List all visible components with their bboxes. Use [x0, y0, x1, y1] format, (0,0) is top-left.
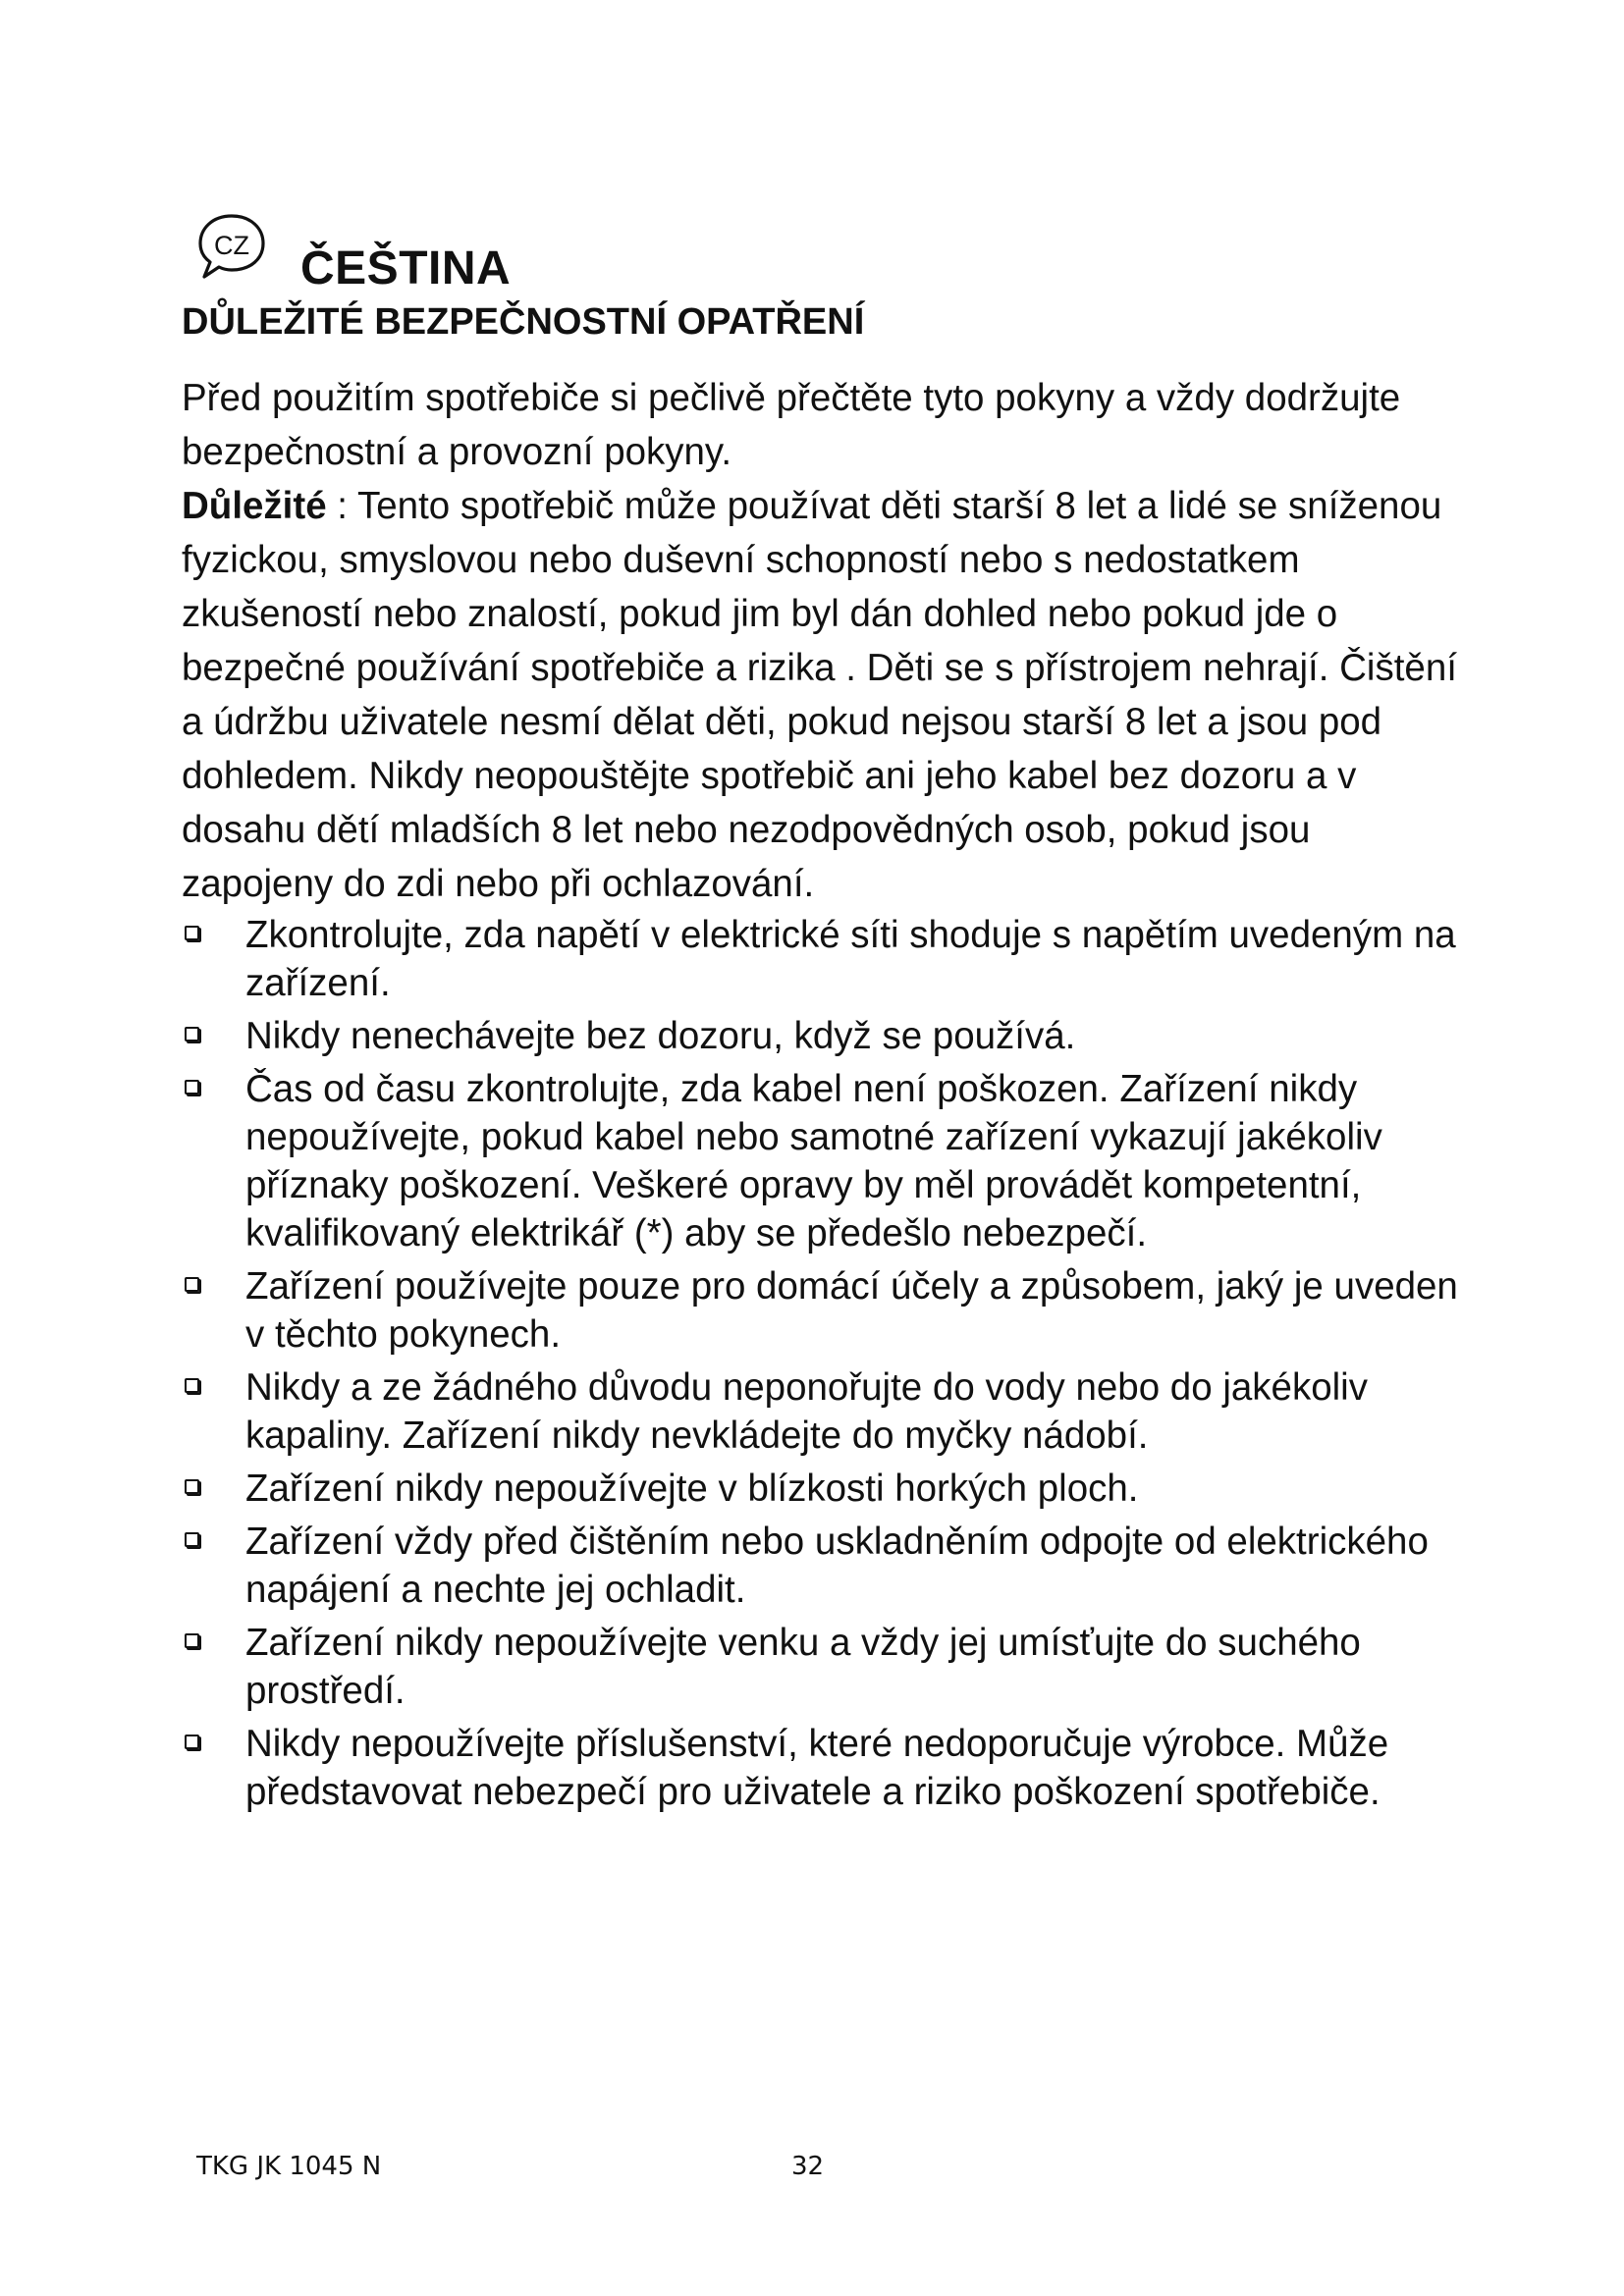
- list-item-text: Nikdy nenechávejte bez dozoru, když se používá.: [245, 1015, 1076, 1057]
- checkbox-icon: [185, 1080, 199, 1095]
- important-text: : Tento spotřebič může používat děti starší 8 let a lidé se sníženou fyzickou, smyslovou nebo duševní schopností nebo s nedostatkem zkušeností nebo znalostí, pokud jim byl dán dohled nebo pokud jde o bezpečné používání spotřebiče a rizika . Děti se s přístrojem nehrají. Čištění a údržbu uživatele nesmí dělat děti, pokud nejsou starší 8 let a jsou pod dohledem. Nikdy neopouštějte spotřebič ani jeho kabel bez dozoru a v dosahu dětí mladších 8 let nebo nezodpovědných osob, pokud jsou zapojeny do zdi nebo při ochlazování.: [182, 485, 1457, 905]
- list-item: [182, 1518, 1458, 1614]
- list-item-text: Nikdy a ze žádného důvodu neponořujte do vody nebo do jakékoliv kapaliny. Zařízení nikdy nevkládejte do myčky nádobí.: [245, 1366, 1368, 1457]
- important-label: Důležité: [182, 485, 327, 527]
- instructions-content: [182, 371, 1458, 1821]
- checkbox-icon: [185, 1277, 199, 1292]
- list-item-text: Zařízení nikdy nepoužívejte v blízkosti horkých ploch.: [245, 1468, 1139, 1510]
- list-item-text: Zařízení nikdy nepoužívejte venku a vždy jej umísťujte do suchého prostředí.: [245, 1622, 1361, 1712]
- checkbox-icon: [185, 1735, 199, 1749]
- list-item: [182, 1065, 1458, 1257]
- list-item-text: Čas od času zkontrolujte, zda kabel není poškozen. Zařízení nikdy nepoužívejte, pokud kabel nebo samotné zařízení vykazují jakékoliv příznaky poškození. Veškeré opravy by měl provádět kompetentní, kvalifikovaný elektrikář (*) aby se předešlo nebezpečí.: [245, 1068, 1382, 1255]
- page-number: 32: [791, 2152, 825, 2181]
- important-paragraph: [182, 479, 1458, 911]
- list-item: [182, 1363, 1458, 1460]
- speech-bubble-icon: [192, 208, 271, 287]
- list-item: [182, 911, 1458, 1007]
- list-item: [182, 1262, 1458, 1359]
- checkbox-icon: [185, 926, 199, 940]
- list-item-text: Zařízení používejte pouze pro domácí účely a způsobem, jaký je uveden v těchto pokynech.: [245, 1265, 1458, 1356]
- list-item-text: Zařízení vždy před čištěním nebo uskladněním odpojte od elektrického napájení a nechte jej ochladit.: [245, 1521, 1429, 1611]
- lang-badge-text: CZ: [214, 231, 249, 260]
- checkbox-icon: [185, 1633, 199, 1648]
- intro-paragraph: Před použitím spotřebiče si pečlivě přečtěte tyto pokyny a vždy dodržujte bezpečnostní a provozní pokyny.: [182, 377, 1401, 473]
- safety-list: [182, 911, 1458, 1816]
- footer-model: TKG JK 1045 N: [196, 2152, 382, 2181]
- checkbox-icon: [185, 1027, 199, 1041]
- list-item: [182, 1012, 1458, 1060]
- list-item: [182, 1720, 1458, 1816]
- list-item-text: Zkontrolujte, zda napětí v elektrické síti shoduje s napětím uvedeným na zařízení.: [245, 914, 1456, 1004]
- section-title: DŮLEŽITÉ BEZPEČNOSTNÍ OPATŘENÍ: [182, 301, 865, 343]
- checkbox-icon: [185, 1532, 199, 1547]
- list-item: [182, 1619, 1458, 1715]
- checkbox-icon: [185, 1378, 199, 1393]
- list-item-text: Nikdy nepoužívejte příslušenství, které nedoporučuje výrobce. Může představovat nebezpečí pro uživatele a riziko poškození spotřebiče.: [245, 1723, 1389, 1813]
- list-item: [182, 1465, 1458, 1513]
- checkbox-icon: [185, 1479, 199, 1494]
- language-title: ČEŠTINA: [300, 242, 512, 294]
